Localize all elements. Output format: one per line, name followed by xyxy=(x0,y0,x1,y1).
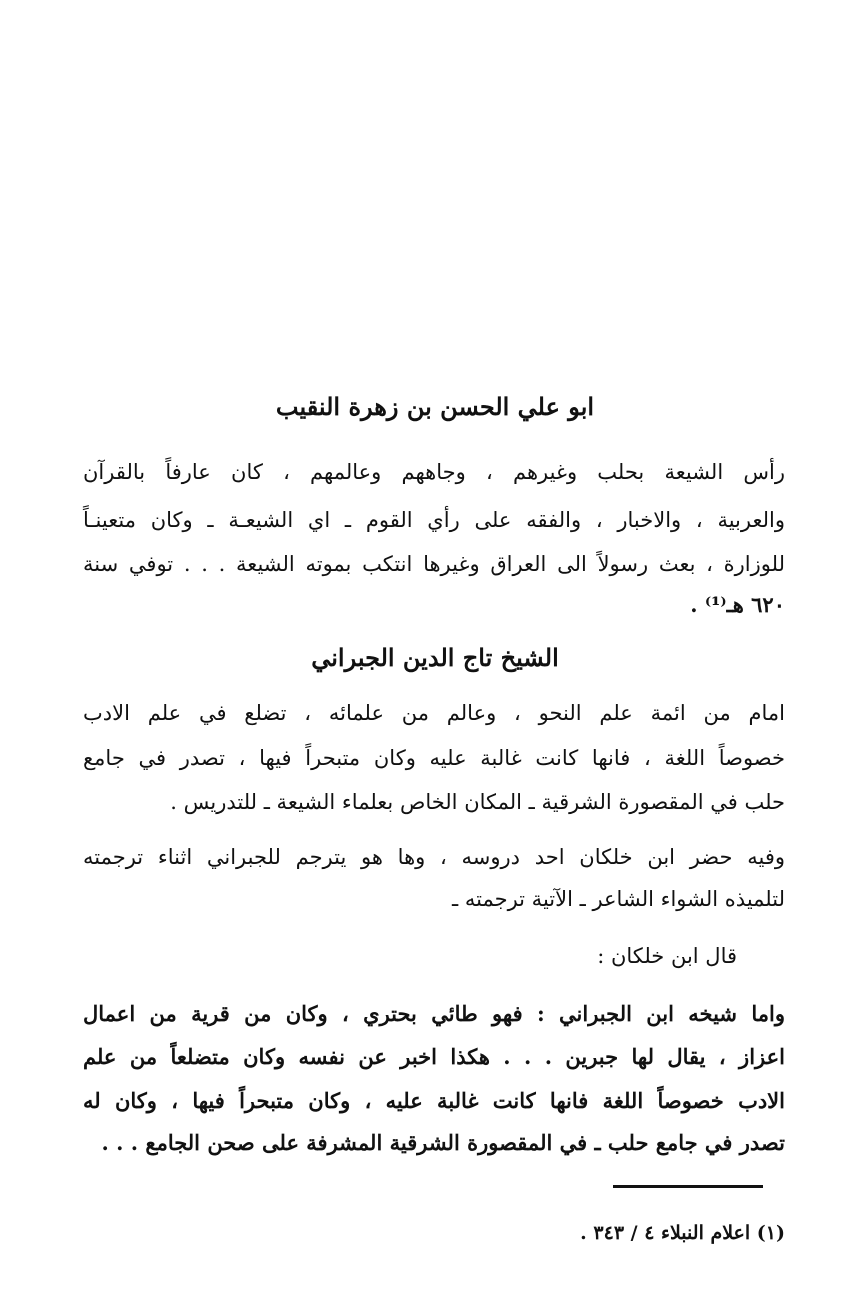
paragraph-line: خصوصاً اللغة ، فانها كانت غالبة عليه وكان متبحراً فيها ، تصدر في جامع xyxy=(83,746,785,770)
paragraph-line: حلب في المقصورة الشرقية ـ المكان الخاص بعلماء الشيعة ـ للتدريس . xyxy=(170,790,785,814)
paragraph-line: امام من ائمة علم النحو ، وعالم من علمائه ، تضلع في علم الادب xyxy=(83,701,785,725)
quote-line: اعزاز ، يقال لها جبرين . . . هكذا اخبر عن نفسه وكان متضلعاً من علم xyxy=(83,1044,785,1069)
footnote: (١) اعلام النبلاء ٤ / ٣٤٣ . xyxy=(580,1222,785,1244)
paragraph-line: ٦٢٠ هـ⁽¹⁾ . xyxy=(690,592,785,617)
quote-line: واما شيخه ابن الجبراني : فهو طائي بحتري ، وكان من قرية من اعمال xyxy=(83,1001,785,1026)
paragraph-line: للوزارة ، بعث رسولاً الى العراق وغيرها انتكب بموته الشيعة . . . توفي سنة xyxy=(83,552,785,576)
section-heading-ibn-zuhra: ابو علي الحسن بن زهرة النقيب xyxy=(275,392,595,421)
paragraph-line: قال ابن خلكان : xyxy=(597,944,737,968)
paragraph-line: والعربية ، والاخبار ، والفقه على رأي القوم ـ اي الشيعـة ـ وكان متعينـاً xyxy=(83,508,785,532)
paragraph-line: لتلميذه الشواء الشاعر ـ الآتية ترجمته ـ xyxy=(452,887,785,911)
paragraph-line: رأس الشيعة بحلب وغيرهم ، وجاههم وعالمهم ، كان عارفاً بالقرآن xyxy=(83,460,785,484)
quote-line: الادب خصوصاً اللغة فانها كانت غالبة عليه ، وكان متبحراً فيها ، وكان له xyxy=(83,1088,785,1113)
quote-line: تصدر في جامع حلب ـ في المقصورة الشرقية المشرفة على صحن الجامع . . . xyxy=(101,1130,785,1155)
footnote-divider xyxy=(613,1185,763,1188)
section-heading-jabrani: الشيخ تاج الدين الجبراني xyxy=(311,643,559,672)
paragraph-line: وفيه حضر ابن خلكان احد دروسه ، وها هو يترجم للجبراني اثناء ترجمته xyxy=(83,845,785,869)
